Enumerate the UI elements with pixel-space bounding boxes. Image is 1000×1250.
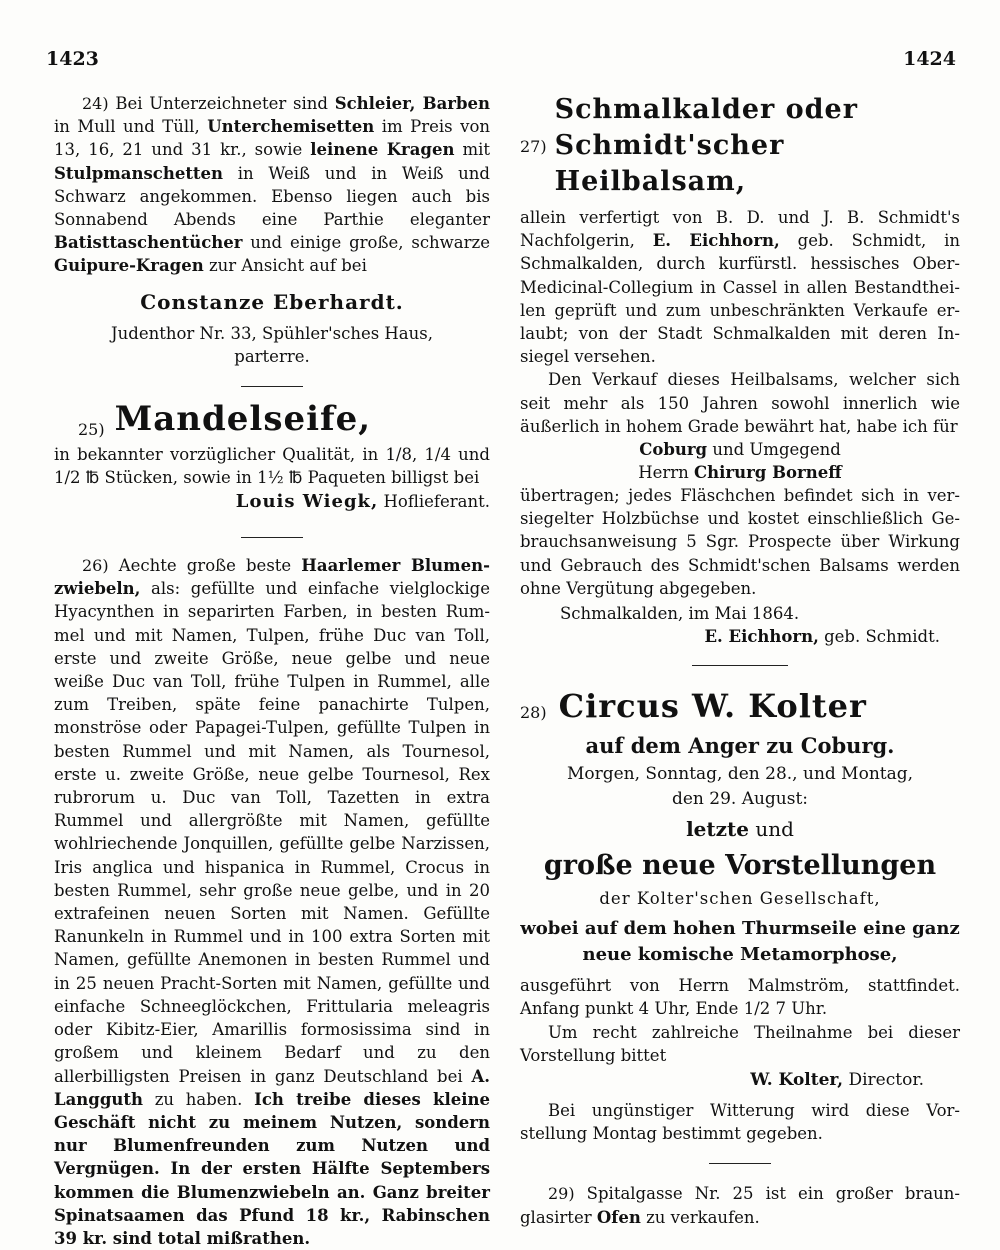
bold-text: Haarlemer Blumenzwiebeln, — [54, 556, 490, 599]
ad27-title: Schmalkalder oder Schmidt'scher Heilbalsam, — [554, 94, 858, 197]
ad28-signature: W. Kolter, — [750, 1070, 844, 1091]
ad-number: 29) — [548, 1184, 575, 1204]
text: und — [755, 817, 794, 842]
bold-text: letzte — [686, 817, 749, 842]
page-number-left: 1423 — [46, 48, 99, 70]
text: Bei Unterzeichneter sind — [115, 94, 328, 113]
ad27-signature-line — [520, 625, 940, 649]
ad28-body-3: Bei ungünstiger Witterung wird diese Vorstellung Montag bestimmt gegeben. — [520, 1101, 960, 1144]
ad28-body-2: Um recht zahlreiche Theilnahme bei dieser Vorstellung bittet — [520, 1022, 960, 1065]
ad28-heading-1 — [520, 812, 960, 846]
ad-number: 28) — [520, 703, 547, 723]
ad-number: 25) — [78, 419, 105, 439]
left-column — [54, 92, 490, 1250]
ad24-address-2: parterre. — [234, 346, 310, 366]
ad27-body-2 — [520, 368, 960, 438]
text: zu haben. — [154, 1089, 243, 1109]
ad28-company: der Kolter'schen Gesellschaft, — [599, 889, 881, 909]
divider — [241, 386, 303, 387]
bold-text: Schleier, Barben — [334, 94, 490, 113]
text: und Umgegend — [712, 440, 841, 460]
ad25-seller-line — [54, 489, 490, 515]
text: allein verfertigt von B. D. und J. B. Schmidt's Nachfolgerin, — [520, 208, 960, 251]
text: Spitalgasse Nr. 25 ist ein großer braunglasirter — [520, 1184, 960, 1227]
advertisement-26 — [54, 554, 490, 1250]
bold-text: A. Langguth — [54, 1066, 490, 1109]
bold-text: Ofen — [596, 1207, 641, 1227]
bold-text: Coburg — [639, 440, 708, 460]
ad28-body: ausgeführt von Herrn Malmström, stattfindet. Anfang punkt 4 Uhr, Ende 1/2 7 Uhr. — [520, 976, 960, 1019]
advertisement-24 — [54, 92, 490, 368]
text: und einige große, schwarze — [250, 233, 490, 253]
ad27-agent — [520, 461, 960, 484]
bold-text: Batisttaschentücher — [54, 233, 243, 253]
ad27-signature-suffix: geb. Schmidt. — [824, 627, 940, 647]
bold-text: Guipure-Kragen — [54, 256, 204, 276]
text: als: gefüllte und einfache vielglockige Hyacynthen in separirten Farben, in besten Rummel und mit Namen, Tulpen, frühe Duc van Toll, erste und zweite Größe, neue gelbe und neue weiße Duc van Toll, frühe Tulpen in Rummel, alle zum Treiben, späte feine panachirte Tulpen, monströse oder Papagei-Tulpen, gefüllte Tulpen in besten Rummel und mit Namen, als Tournesol, erste u. zweite Größe, neue gelbe Tournesol, Rex rubrorum u. Duc van Toll, Tazetten in extra Rummel und allergrößte mit Namen, gefüllte wohlriechende Jonquillen, gefüllte gelbe Narzissen, Iris anglica und hispanica in Rummel, Crocus in besten Rummel, sehr große neue gelbe, und in 20 extrafeinen neuen Sorten mit Namen. Gefüllte Ranunkeln in Rummel und in 100 extra Sorten mit Namen, gefüllte Anemonen in besten Rummel und in 25 neuen Pracht-Sorten mit Namen, gefüllte und einfache Schneeglöckchen, Frittularia meleagris oder Kibitz-Eier, Amarillis formosissima sind in großem und kleinem Bedarf und zu den allerbilligsten Preisen in ganz Deutschland bei — [54, 579, 491, 1086]
text: mit — [462, 140, 491, 160]
ad28-dates-2: den 29. August: — [671, 789, 809, 810]
ad24-body — [54, 92, 490, 278]
ad27-signature: E. Eichhorn, — [704, 627, 819, 647]
ad-number: 26) — [82, 556, 109, 576]
text: Aechte große beste — [118, 556, 292, 576]
bold-text: E. Eichhorn, — [652, 231, 780, 251]
ad25-seller-role: Hoflieferant. — [383, 492, 490, 512]
text: in Mull und Tüll, — [54, 117, 200, 137]
bold-text: leinene Kragen — [310, 140, 455, 160]
ad27-body — [520, 206, 960, 368]
ad27-body-3: übertragen; jedes Fläschchen befindet sich in versiegelter Holzbüchse und kostet einschließlich Gebrauchsanweisung 5 Sgr. Prospecte über Wirkung und Gebrauch des Schmidt'schen Balsams werden ohne Vergütung abgegeben. — [520, 486, 960, 598]
ad-number: 24) — [82, 94, 109, 113]
text: in Weiß und in Weiß und Schwarz angekommen. Ebenso liegen auch bis Sonnabend Abends eine Parthie eleganter — [54, 163, 490, 230]
ad28-signature-line — [520, 1067, 924, 1093]
bold-text: Chirurg Borneff — [694, 463, 842, 483]
advertisement-28 — [520, 686, 960, 1145]
ad25-body: in bekannter vorzüglicher Qualität, in 1/8, 1/4 und 1/2 ℔ Stücken, sowie in 1½ ℔ Paqueten billigst bei — [54, 444, 490, 487]
right-column — [520, 92, 960, 1229]
ad-number: 27) — [520, 137, 547, 156]
ad28-dates: Morgen, Sonntag, den 28., und Montag, — [566, 764, 914, 785]
divider — [692, 665, 788, 666]
advertisement-27 — [520, 92, 960, 649]
ad28-title: Circus W. Kolter — [558, 687, 867, 726]
text: im Preis von 13, 16, 21 und 31 kr., sowie — [54, 117, 491, 160]
advertisement-25 — [54, 399, 490, 515]
ad25-title: Mandelseife, — [114, 398, 372, 439]
ad27-place-date: Schmalkalden, im Mai 1864. — [560, 604, 800, 624]
bold-text: Stulpmanschetten — [54, 163, 224, 183]
ad24-signature: Constanze Eberhardt. — [140, 289, 404, 314]
ad28-subtitle: auf dem Anger zu Coburg. — [585, 733, 895, 759]
ad26-body — [54, 554, 490, 1250]
ad28-signature-role: Director. — [848, 1070, 924, 1091]
advertisement-29 — [520, 1182, 960, 1228]
bold-text: Unterchemisetten — [207, 117, 375, 137]
text: geb. Schmidt, in Schmalkalden, durch kurfürstl. hessisches Ober-Medicinal-Collegium in Cassel in allen Bestandtheilen geprüft und zum unbeschränkten Verkaufe erlaubt; von der Stadt Schmalkalden mit deren Insiegel versehen. — [520, 231, 961, 367]
text: zu verkaufen. — [646, 1207, 760, 1227]
ad28-heading-2: große neue Vorstellungen — [543, 850, 937, 882]
ad28-feature: wobei auf dem hohen Thurmseile eine ganz neue komische Metamorphose, — [520, 918, 960, 966]
page-number-right: 1424 — [903, 48, 956, 70]
ad27-region — [520, 438, 960, 461]
divider — [241, 537, 303, 538]
bold-text: Ich treibe dieses kleine Geschäft nicht zu meinem Nutzen, sondern nur Blumenfreunden zum Nutzen und Vergnügen. In der ersten Hälfte Septembers kommen die Blumenzwiebeln an. Ganz breiter Spinatsaamen das Pfund 18 kr., Rabinschen 39 kr. sind total mißrathen. — [54, 1089, 490, 1248]
ad25-seller: Louis Wiegk, — [235, 491, 379, 513]
text: zur Ansicht auf bei — [208, 256, 367, 276]
divider — [709, 1163, 771, 1164]
ad29-body — [520, 1182, 960, 1228]
text: Herrn — [638, 463, 689, 483]
ad24-address: Judenthor Nr. 33, Spühler'sches Haus, — [111, 323, 433, 343]
text: Den Verkauf dieses Heilbalsams, welcher sich seit mehr als 150 Jahren sowohl innerlich wie äußerlich in hohem Grade bewährt hat, habe ich für — [520, 370, 960, 436]
